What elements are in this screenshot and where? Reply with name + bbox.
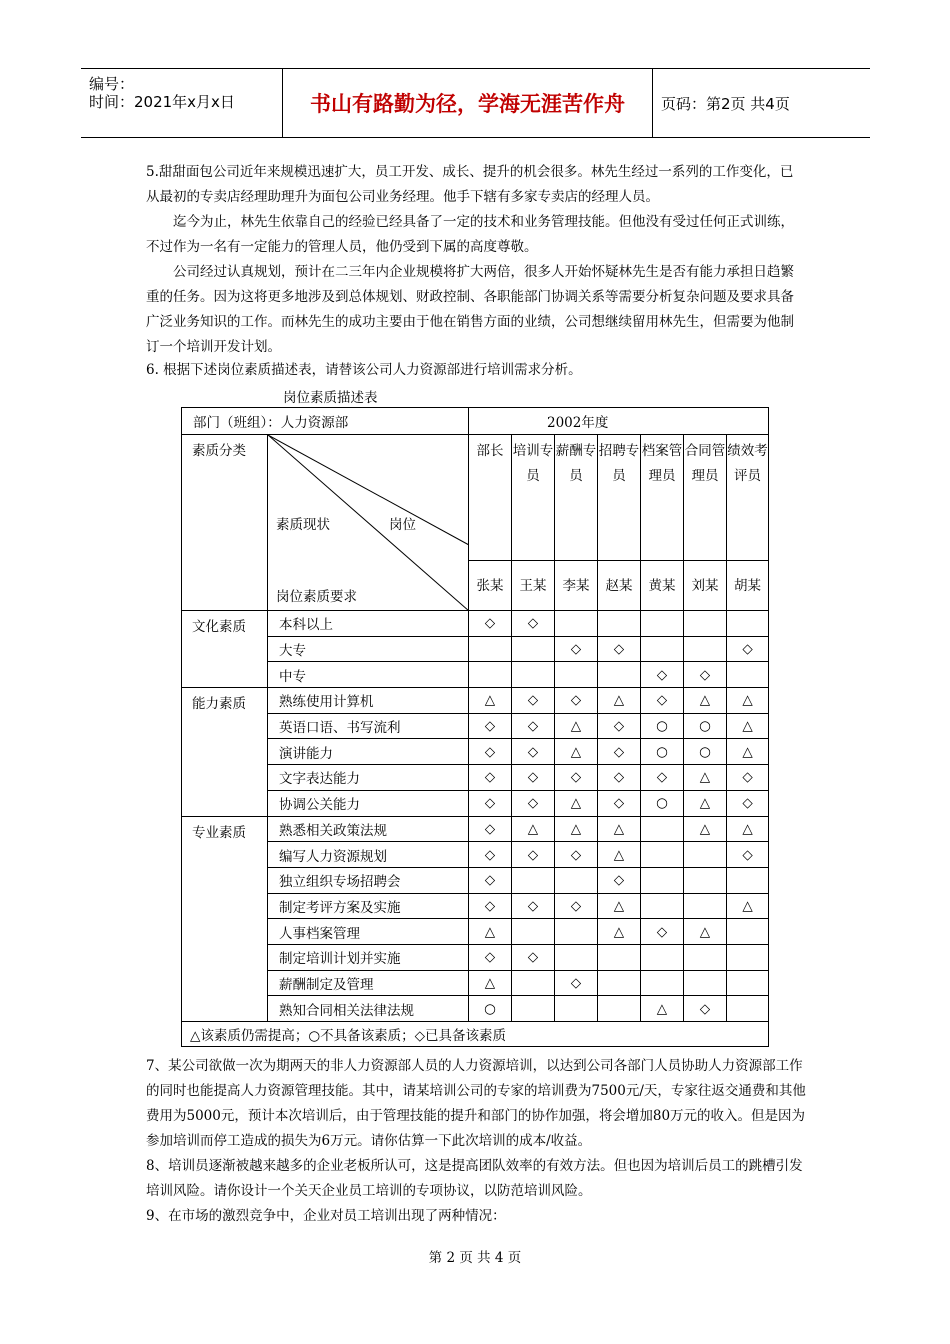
- table-row: [182, 996, 769, 1022]
- staff-name: 赵某: [598, 561, 641, 611]
- table-row: [182, 688, 769, 714]
- mark-cell: [512, 662, 555, 688]
- mark-cell: ◇: [684, 662, 727, 688]
- requirement-cell: 大专: [268, 636, 469, 662]
- mark-cell: △: [555, 713, 598, 739]
- mark-cell: [555, 996, 598, 1022]
- question-6-text: 6. 根据下述岗位素质描述表，请替该公司人力资源部进行培训需求分析。: [146, 362, 582, 378]
- mark-cell: ◇: [598, 790, 641, 816]
- requirement-cell: 协调公关能力: [268, 790, 469, 816]
- mark-cell: [555, 611, 598, 637]
- mark-cell: ◇: [555, 636, 598, 662]
- position-header: 招聘专员: [598, 435, 641, 561]
- corner-position: 岗位: [389, 517, 416, 533]
- mark-cell: ◇: [555, 893, 598, 919]
- mark-cell: [641, 816, 684, 842]
- mark-cell: [555, 919, 598, 945]
- corner-status: 素质现状: [276, 517, 330, 533]
- mark-cell: ◇: [469, 867, 512, 893]
- table-row: [182, 944, 769, 970]
- position-header: 档案管理员: [641, 435, 684, 561]
- mark-cell: ◇: [555, 765, 598, 791]
- mark-cell: ◇: [512, 893, 555, 919]
- mark-cell: △: [684, 790, 727, 816]
- table-row: [182, 765, 769, 791]
- mark-cell: △: [555, 790, 598, 816]
- corner-category: 素质分类: [182, 435, 268, 611]
- mark-cell: △: [598, 893, 641, 919]
- mark-cell: [727, 611, 769, 637]
- table-row: [182, 893, 769, 919]
- mark-cell: [684, 611, 727, 637]
- requirement-cell: 制定考评方案及实施: [268, 893, 469, 919]
- mark-cell: [684, 842, 727, 868]
- requirement-cell: 制定培训计划并实施: [268, 944, 469, 970]
- mark-cell: △: [598, 842, 641, 868]
- requirement-cell: 演讲能力: [268, 739, 469, 765]
- table-row: [182, 790, 769, 816]
- mark-cell: △: [727, 739, 769, 765]
- mark-cell: ◇: [727, 842, 769, 868]
- mark-cell: [641, 893, 684, 919]
- mark-cell: [684, 893, 727, 919]
- table-title: 岗位素质描述表: [283, 390, 378, 406]
- mark-cell: [469, 636, 512, 662]
- mark-cell: △: [469, 688, 512, 714]
- mark-cell: [469, 662, 512, 688]
- mark-cell: ◇: [512, 688, 555, 714]
- mark-cell: [684, 867, 727, 893]
- mark-cell: ◇: [512, 790, 555, 816]
- table-row: [182, 867, 769, 893]
- category-cell: 专业素质: [182, 816, 268, 1022]
- mark-cell: ◇: [598, 739, 641, 765]
- mark-cell: ◇: [555, 688, 598, 714]
- category-cell: 文化素质: [182, 611, 268, 688]
- requirement-cell: 独立组织专场招聘会: [268, 867, 469, 893]
- page-footer: 第 2 页 共 4 页: [428, 1250, 522, 1266]
- mark-cell: ◇: [598, 713, 641, 739]
- mark-cell: [598, 944, 641, 970]
- serial-label: 编号：: [89, 75, 135, 93]
- mark-cell: [598, 996, 641, 1022]
- header-meta: [81, 69, 283, 137]
- mark-cell: [727, 944, 769, 970]
- requirement-cell: 编写人力资源规划: [268, 842, 469, 868]
- mark-cell: ◇: [469, 893, 512, 919]
- mark-cell: ○: [684, 739, 727, 765]
- header-page-number: 页码：第2页 共4页: [661, 94, 790, 113]
- mark-cell: △: [684, 688, 727, 714]
- requirement-cell: 熟悉相关政策法规: [268, 816, 469, 842]
- mark-cell: ◇: [512, 739, 555, 765]
- mark-cell: ◇: [555, 842, 598, 868]
- position-header: 绩效考评员: [727, 435, 769, 561]
- requirement-cell: 中专: [268, 662, 469, 688]
- staff-name: 胡某: [727, 561, 769, 611]
- mark-cell: ◇: [469, 739, 512, 765]
- mark-cell: [641, 944, 684, 970]
- mark-cell: ◇: [512, 765, 555, 791]
- staff-name: 王某: [512, 561, 555, 611]
- position-header: 培训专员: [512, 435, 555, 561]
- mark-cell: ◇: [727, 765, 769, 791]
- mark-cell: [684, 944, 727, 970]
- mark-cell: [512, 636, 555, 662]
- quality-rows: [182, 611, 769, 1022]
- mark-cell: ○: [684, 713, 727, 739]
- mark-cell: ◇: [641, 688, 684, 714]
- mark-cell: [598, 970, 641, 996]
- requirement-cell: 熟知合同相关法律法规: [268, 996, 469, 1022]
- mark-cell: ◇: [512, 713, 555, 739]
- mark-cell: [641, 842, 684, 868]
- staff-name: 黄某: [641, 561, 684, 611]
- staff-name: 张某: [469, 561, 512, 611]
- question-5-paragraph-3: 公司经过认真规划，预计在二三年内企业规模将扩大两倍，很多人开始怀疑林先生是否有能力承担日趋繁重的任务。因为这将更多地涉及到总体规划、财政控制、各职能部门协调关系等需要分析复杂问题及要求具备广泛业务知识的工作。而林先生的成功主要由于他在销售方面的业绩，公司想继续留用林先生，但需要为他制订一个培训开发计划。: [146, 264, 794, 355]
- table-row: [182, 739, 769, 765]
- mark-cell: [555, 662, 598, 688]
- table-row: [182, 713, 769, 739]
- mark-cell: ◇: [727, 790, 769, 816]
- mark-cell: ◇: [555, 970, 598, 996]
- category-cell: 能力素质: [182, 688, 268, 816]
- question-7-text: 7、某公司欲做一次为期两天的非人力资源部人员的人力资源培训，以达到公司各部门人员协助人力资源部工作的同时也能提高人力资源管理技能。其中，请某培训公司的专家的培训费为7500元/天，专家往返交通费和其他费用为5000元，预计本次培训后，由于管理技能的提升和部门的协作加强，将会增加80万元的收入。但是因为参加培训而停工造成的损失为6万元。请你估算一下此次培训的成本/收益。: [146, 1058, 806, 1149]
- mark-cell: ◇: [598, 867, 641, 893]
- mark-cell: △: [684, 919, 727, 945]
- table-row: [182, 611, 769, 637]
- mark-cell: [641, 867, 684, 893]
- mark-cell: ◇: [469, 842, 512, 868]
- mark-cell: [512, 919, 555, 945]
- position-header: 部长: [469, 435, 512, 561]
- table-legend: △该素质仍需提高；○不具备该素质；◇已具备该素质: [182, 1022, 769, 1047]
- mark-cell: [512, 867, 555, 893]
- page-header: [81, 68, 870, 138]
- mark-cell: ◇: [469, 765, 512, 791]
- mark-cell: △: [684, 816, 727, 842]
- mark-cell: △: [555, 739, 598, 765]
- mark-cell: ◇: [512, 842, 555, 868]
- mark-cell: [727, 662, 769, 688]
- mark-cell: △: [727, 688, 769, 714]
- mark-cell: ◇: [641, 662, 684, 688]
- mark-cell: △: [727, 816, 769, 842]
- position-quality-table: [181, 407, 769, 1047]
- table-row: [182, 816, 769, 842]
- mark-cell: △: [727, 713, 769, 739]
- requirement-cell: 熟练使用计算机: [268, 688, 469, 714]
- mark-cell: [684, 636, 727, 662]
- table-row: [182, 636, 769, 662]
- table-row: [182, 919, 769, 945]
- mark-cell: △: [469, 970, 512, 996]
- mark-cell: [598, 662, 641, 688]
- mark-cell: [555, 867, 598, 893]
- mark-cell: ◇: [469, 944, 512, 970]
- mark-cell: △: [512, 816, 555, 842]
- staff-name: 刘某: [684, 561, 727, 611]
- mark-cell: ○: [641, 739, 684, 765]
- date-label: 时间：2021年x月x日: [89, 93, 235, 111]
- mark-cell: [641, 611, 684, 637]
- mark-cell: [727, 970, 769, 996]
- dept-cell: 部门（班组）：人力资源部: [182, 408, 469, 435]
- requirement-cell: 文字表达能力: [268, 765, 469, 791]
- mark-cell: [641, 636, 684, 662]
- mark-cell: ◇: [469, 713, 512, 739]
- mark-cell: △: [598, 919, 641, 945]
- mark-cell: ◇: [512, 944, 555, 970]
- mark-cell: ◇: [641, 919, 684, 945]
- mark-cell: ◇: [469, 611, 512, 637]
- mark-cell: ○: [469, 996, 512, 1022]
- mark-cell: ◇: [512, 611, 555, 637]
- requirement-cell: 英语口语、书写流利: [268, 713, 469, 739]
- mark-cell: ◇: [684, 996, 727, 1022]
- mark-cell: ◇: [598, 765, 641, 791]
- mark-cell: ◇: [598, 636, 641, 662]
- table-row: [182, 970, 769, 996]
- corner-requirement: 岗位素质要求: [276, 589, 357, 605]
- mark-cell: [512, 970, 555, 996]
- mark-cell: [727, 996, 769, 1022]
- mark-cell: ◇: [469, 790, 512, 816]
- mark-cell: [727, 867, 769, 893]
- mark-cell: △: [727, 893, 769, 919]
- mark-cell: ◇: [727, 636, 769, 662]
- mark-cell: [598, 611, 641, 637]
- mark-cell: [727, 919, 769, 945]
- table-row: [182, 662, 769, 688]
- requirement-cell: 本科以上: [268, 611, 469, 637]
- mark-cell: ○: [641, 713, 684, 739]
- mark-cell: △: [555, 816, 598, 842]
- mark-cell: △: [598, 688, 641, 714]
- position-header: 合同管理员: [684, 435, 727, 561]
- mark-cell: ○: [641, 790, 684, 816]
- question-8-text: 8、培训员逐渐被越来越多的企业老板所认可，这是提高团队效率的有效方法。但也因为培训后员工的跳槽引发培训风险。请你设计一个关天企业员工培训的专项协议，以防范培训风险。: [146, 1158, 803, 1199]
- mark-cell: △: [469, 919, 512, 945]
- mark-cell: △: [598, 816, 641, 842]
- mark-cell: △: [641, 996, 684, 1022]
- mark-cell: [512, 996, 555, 1022]
- mark-cell: ◇: [641, 765, 684, 791]
- mark-cell: △: [684, 765, 727, 791]
- mark-cell: [641, 970, 684, 996]
- question-9-text: 9、在市场的激烈竞争中，企业对员工培训出现了两种情况：: [146, 1208, 506, 1224]
- corner-diagonal-header: [268, 435, 469, 611]
- requirement-cell: 人事档案管理: [268, 919, 469, 945]
- table-row: [182, 842, 769, 868]
- question-5-paragraph-1: 5.甜甜面包公司近年来规模迅速扩大，员工开发、成长、提升的机会很多。林先生经过一系列的工作变化，已从最初的专卖店经理助理升为面包公司业务经理。他手下辖有多家专卖店的经理人员。: [146, 164, 794, 205]
- mark-cell: [555, 944, 598, 970]
- question-5-paragraph-2: 迄今为止，林先生依靠自己的经验已经具备了一定的技术和业务管理技能。但他没有受过任何正式训练，不过作为一名有一定能力的管理人员，他仍受到下属的高度尊敬。: [146, 214, 794, 255]
- position-header: 薪酬专员: [555, 435, 598, 561]
- header-motto: 书山有路勤为径，学海无涯苦作舟: [283, 69, 653, 137]
- requirement-cell: 薪酬制定及管理: [268, 970, 469, 996]
- year-cell: 2002年度: [469, 408, 769, 435]
- staff-name: 李某: [555, 561, 598, 611]
- mark-cell: [684, 970, 727, 996]
- mark-cell: ◇: [469, 816, 512, 842]
